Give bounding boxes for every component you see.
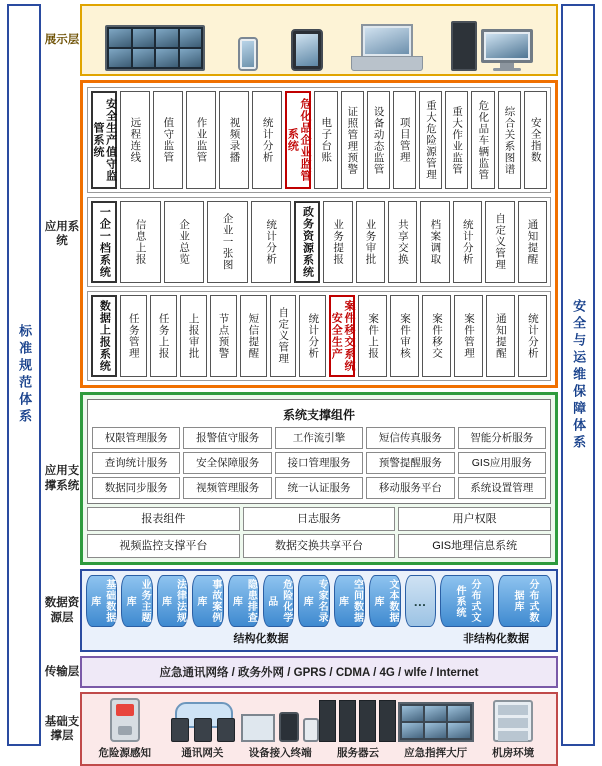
app-systems-label: 应用系统 <box>44 220 80 247</box>
cell-electronic-ledger[interactable]: 电子台账 <box>314 91 337 189</box>
band2-group1-cells <box>120 201 291 283</box>
cell-report-approval[interactable]: 上报审批 <box>180 295 207 377</box>
device-list <box>85 9 553 71</box>
data-layer-body <box>80 569 558 652</box>
support-data-exchange-platform[interactable]: 数据交换共享平台 <box>243 534 396 558</box>
cell-statistics-analysis-5[interactable]: 统计分析 <box>518 295 547 377</box>
video-wall-icon <box>105 25 205 71</box>
cell-shared-exchange[interactable]: 共享交换 <box>388 201 417 283</box>
db-accident-cases[interactable]: 事故案例库 <box>192 575 223 627</box>
gas-sensor-icon <box>110 698 140 742</box>
band3-group1-cells <box>120 295 326 377</box>
cell-notification-reminder-2[interactable]: 通知提醒 <box>486 295 515 377</box>
structured-data-caption: 结构化数据 <box>233 633 289 645</box>
support-intelligent-analysis-service[interactable]: 智能分析服务 <box>458 427 546 449</box>
base-item-communication-gateway-label: 通讯网关 <box>181 747 224 759</box>
cell-statistics-analysis[interactable]: 统计分析 <box>252 91 282 189</box>
unstructured-data-group <box>440 575 552 646</box>
base-item-hazard-sensing[interactable] <box>86 698 164 760</box>
base-item-communication-gateway[interactable] <box>164 698 242 760</box>
center-stack <box>44 4 558 759</box>
laptop-icon <box>356 24 418 71</box>
support-system-settings-management[interactable]: 系统设置管理 <box>458 477 546 499</box>
app-systems-body <box>80 80 558 388</box>
app-systems-row <box>44 80 558 388</box>
cell-sms-reminder[interactable]: 短信提醒 <box>240 295 267 377</box>
cell-enterprise-overview[interactable]: 企业总览 <box>164 201 205 283</box>
cell-business-approval[interactable]: 业务审批 <box>356 201 385 283</box>
cell-notification-reminder[interactable]: 通知提醒 <box>518 201 547 283</box>
one-enterprise-one-file-system-box[interactable]: 一企一档系统 <box>91 201 117 283</box>
cell-task-management[interactable]: 任务管理 <box>120 295 147 377</box>
support-user-permission[interactable]: 用户权限 <box>398 507 551 531</box>
support-data-sync-service[interactable]: 数据同步服务 <box>92 477 180 499</box>
support-layer-label: 应用支撑系统 <box>44 465 80 492</box>
show-layer-row <box>44 4 558 76</box>
cell-video-broadcast[interactable]: 视频录播 <box>219 91 249 189</box>
support-video-management-service[interactable]: 视频管理服务 <box>183 477 271 499</box>
structured-data-group <box>86 575 436 646</box>
support-interface-management-service[interactable]: 接口管理服务 <box>275 452 363 474</box>
support-row-3 <box>92 477 546 499</box>
base-item-command-hall-label: 应急指挥大厅 <box>404 747 468 759</box>
app-band-1 <box>87 87 551 193</box>
cell-operation-supervision[interactable]: 作业监管 <box>186 91 216 189</box>
band1-group1-cells <box>120 91 282 189</box>
support-alarm-duty-service[interactable]: 报警值守服务 <box>183 427 271 449</box>
cell-hazardous-vehicle-supervision[interactable]: 危化品车辆监管 <box>471 91 494 189</box>
db-business-theme[interactable]: 业务主题库 <box>121 575 152 627</box>
cell-statistics-analysis-2[interactable]: 统计分析 <box>251 201 292 283</box>
support-layer-body <box>80 392 558 565</box>
cell-task-report[interactable]: 任务上报 <box>150 295 177 377</box>
support-components-title: 系统支撑组件 <box>282 408 355 422</box>
smartphone-icon <box>238 37 258 71</box>
db-basic-data[interactable]: 基础数据库 <box>86 575 117 627</box>
base-item-server-room[interactable] <box>474 698 552 760</box>
data-layer-row <box>44 569 558 652</box>
base-item-hazard-sensing-label: 危险源感知 <box>98 747 152 759</box>
support-workflow-engine[interactable]: 工作流引擎 <box>275 427 363 449</box>
db-hazardous-chemicals[interactable]: 危险化学品 <box>263 575 294 627</box>
left-standard-system-bar <box>7 4 41 746</box>
support-sms-fax-service[interactable]: 短信传真服务 <box>366 427 454 449</box>
db-text-data[interactable]: 文本数据库 <box>369 575 400 627</box>
desktop-monitor-icon <box>481 29 533 71</box>
base-item-server-cloud-label: 服务器云 <box>336 747 379 759</box>
tablet-icon <box>291 29 323 71</box>
case-transfer-system-box[interactable]: 案件移交系统安全生产 <box>329 295 355 377</box>
transport-layer-row <box>44 656 558 688</box>
base-item-server-cloud[interactable] <box>319 698 397 760</box>
architecture-frame <box>4 4 598 759</box>
cell-statistics-analysis-3[interactable]: 统计分析 <box>453 201 482 283</box>
support-row-1 <box>92 427 546 449</box>
unstructured-data-caption: 非结构化数据 <box>463 633 529 645</box>
device-server-desktop <box>451 21 533 71</box>
cell-enterprise-one-map[interactable]: 企业一张图 <box>207 201 248 283</box>
base-layer-body <box>80 692 558 766</box>
cell-duty-supervision[interactable]: 值守监管 <box>153 91 183 189</box>
support-mid-row <box>87 507 551 531</box>
cell-safety-index[interactable]: 安全指数 <box>524 91 547 189</box>
db-expert-directory[interactable]: 专家名录库 <box>298 575 329 627</box>
transport-layer-body <box>80 656 558 688</box>
app-band-3 <box>87 291 551 381</box>
cloud-gateway-icon <box>167 702 237 742</box>
cell-major-operation-supervision[interactable]: 重大作业监管 <box>445 91 468 189</box>
base-item-device-terminal-label: 设备接入终端 <box>248 747 312 759</box>
government-resource-system-box[interactable]: 政务资源系统 <box>294 201 320 283</box>
device-laptop <box>356 24 418 71</box>
support-video-surveillance-platform[interactable]: 视频监控支撑平台 <box>87 534 240 558</box>
support-permission-service[interactable]: 权限管理服务 <box>92 427 180 449</box>
cell-node-warning[interactable]: 节点预警 <box>210 295 237 377</box>
base-item-server-room-label: 机房环境 <box>492 747 535 759</box>
band3-group2-cells <box>358 295 547 377</box>
db-laws-regulations[interactable]: 法律法规库 <box>157 575 188 627</box>
hazardous-chemical-enterprise-system-box[interactable]: 危化品企业监管系统 <box>285 91 311 189</box>
support-log-service[interactable]: 日志服务 <box>243 507 396 531</box>
cell-major-hazard-source[interactable]: 重大危险源管理 <box>419 91 442 189</box>
support-warning-reminder-service[interactable]: 预警提醒服务 <box>366 452 454 474</box>
support-gis-application-service[interactable]: GIS应用服务 <box>458 452 546 474</box>
cell-statistics-analysis-4[interactable]: 统计分析 <box>299 295 326 377</box>
cell-case-report[interactable]: 案件上报 <box>358 295 387 377</box>
device-smartphone <box>238 37 258 71</box>
transport-layer-label: 传输层 <box>44 665 80 678</box>
server-rack-icon <box>319 700 396 742</box>
support-query-statistics-service[interactable]: 查询统计服务 <box>92 452 180 474</box>
base-item-command-hall[interactable] <box>397 698 475 760</box>
cell-case-management[interactable]: 案件管理 <box>454 295 483 377</box>
cell-equipment-dynamic-supervision[interactable]: 设备动态监管 <box>367 91 390 189</box>
support-unified-auth-service[interactable]: 统一认证服务 <box>275 477 363 499</box>
cell-relationship-graph[interactable]: 综合关系图谱 <box>498 91 521 189</box>
device-tablet <box>291 29 323 71</box>
data-report-system-box[interactable]: 数据上报系统 <box>91 295 117 377</box>
cell-remote-connection[interactable]: 远程连线 <box>120 91 150 189</box>
db-more[interactable]: … <box>405 575 436 627</box>
db-distributed-database[interactable]: 分布式数据库 <box>498 575 552 627</box>
right-ops-guarantee-bar <box>561 4 595 746</box>
terminal-device-icon <box>241 712 319 742</box>
show-layer-body <box>80 4 558 76</box>
right-bar-label: 安全与运维保障体系 <box>571 298 587 452</box>
base-item-device-terminal[interactable] <box>241 698 319 760</box>
support-bottom-row <box>87 534 551 558</box>
cell-project-management[interactable]: 项目管理 <box>393 91 416 189</box>
data-layer-label: 数据资源层 <box>44 597 80 624</box>
app-band-2 <box>87 197 551 287</box>
transport-networks-text: 应急通讯网络 / 政务外网 / GPRS / CDMA / 4G / wlfe / Internet <box>159 667 479 679</box>
support-mobile-service-platform[interactable]: 移动服务平台 <box>366 477 454 499</box>
base-layer-label: 基础支撑层 <box>44 715 80 742</box>
support-layer-row <box>44 392 558 565</box>
cell-case-transfer[interactable]: 案件移交 <box>422 295 451 377</box>
db-spatial-data[interactable]: 空间数据库 <box>334 575 365 627</box>
support-security-service[interactable]: 安全保障服务 <box>183 452 271 474</box>
db-distributed-file-system[interactable]: 分布式文件系统 <box>440 575 494 627</box>
cell-case-review[interactable]: 案件审核 <box>390 295 419 377</box>
band2-group2-cells <box>323 201 547 283</box>
support-components-box <box>87 399 551 504</box>
server-tower-icon <box>451 21 477 71</box>
band1-group2-cells <box>314 91 547 189</box>
show-layer-label: 展示层 <box>44 33 80 46</box>
server-room-icon <box>493 700 533 742</box>
cell-license-warning[interactable]: 证照管理预警 <box>341 91 364 189</box>
db-hidden-danger[interactable]: 隐患排查库 <box>228 575 259 627</box>
support-row-2 <box>92 452 546 474</box>
command-hall-icon <box>398 702 474 742</box>
base-layer-row <box>44 692 558 766</box>
support-gis-system[interactable]: GIS地理信息系统 <box>398 534 551 558</box>
left-bar-label: 标准规范体系 <box>17 324 33 426</box>
safety-production-duty-system-box[interactable]: 安全生产值守监管系统 <box>91 91 117 189</box>
cell-archive-retrieval[interactable]: 档案调取 <box>420 201 449 283</box>
cell-custom-management-2[interactable]: 自定义管理 <box>270 295 297 377</box>
cell-business-submission[interactable]: 业务提报 <box>323 201 352 283</box>
cell-custom-management[interactable]: 自定义管理 <box>485 201 514 283</box>
support-report-component[interactable]: 报表组件 <box>87 507 240 531</box>
device-video-wall <box>105 25 205 71</box>
cell-info-report[interactable]: 信息上报 <box>120 201 161 283</box>
